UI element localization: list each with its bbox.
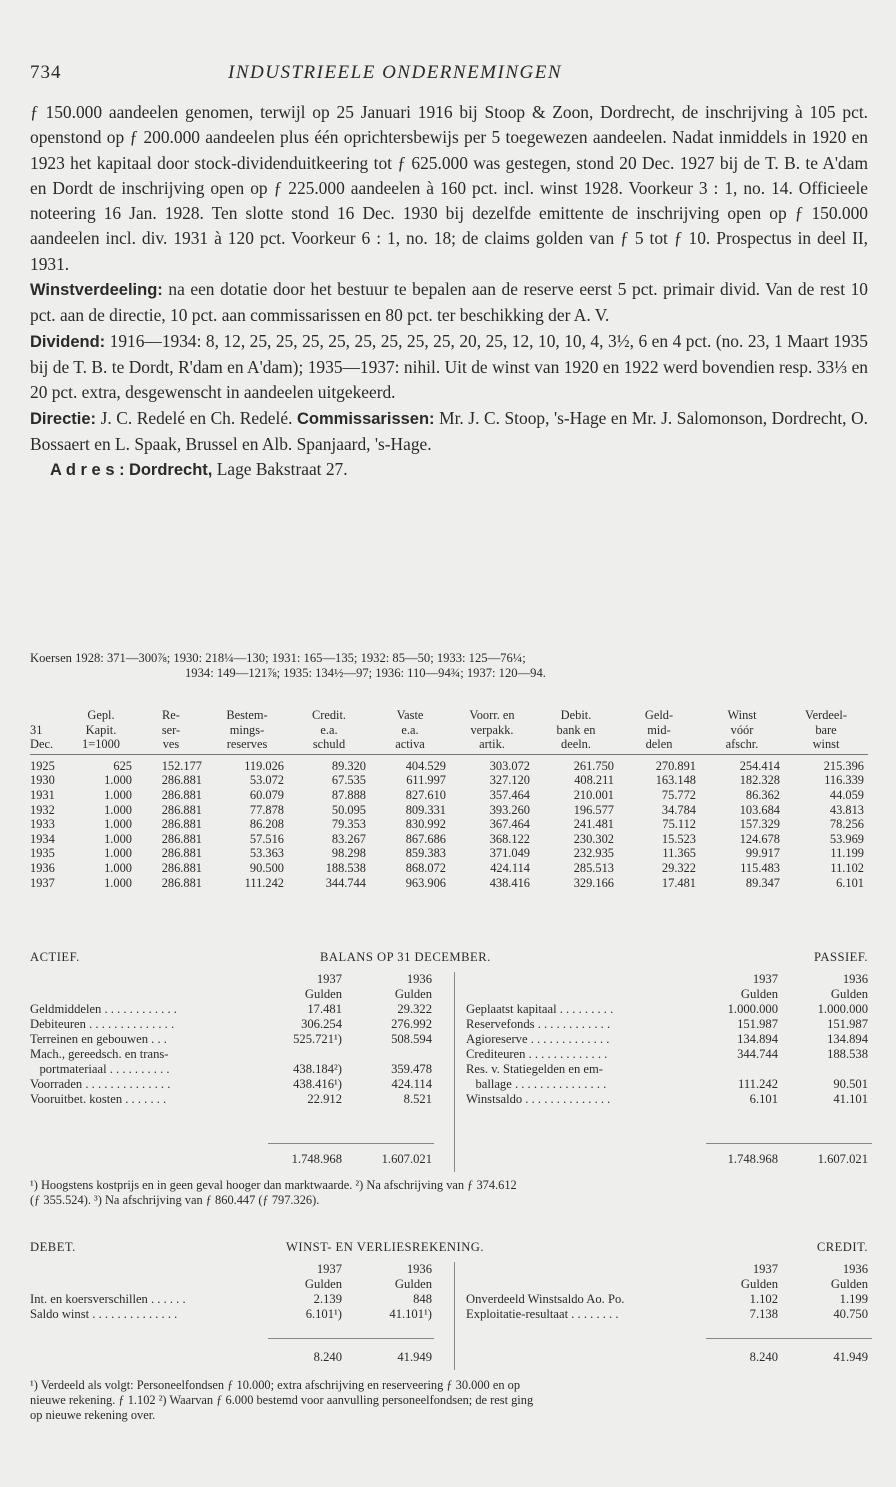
value-cell: 43.813 bbox=[829, 802, 864, 817]
adres-label: A d r e s : bbox=[50, 461, 125, 480]
value-cell: 11.102 bbox=[830, 860, 864, 875]
stats-header-cell: Gepl. bbox=[87, 708, 115, 722]
winst-rule-left bbox=[268, 1338, 434, 1339]
table-row bbox=[30, 788, 868, 803]
winst-title: WINST- EN VERLIESREKENING. bbox=[286, 1240, 485, 1254]
koersen-line-2: 1934: 149—121⅞; 1935: 134½—97; 1936: 110—94¾; 1937: 120—94. bbox=[185, 666, 546, 680]
value-cell: 270.891 bbox=[655, 758, 696, 773]
value-cell: 286.881 bbox=[161, 875, 202, 890]
value-cell: 261.750 bbox=[573, 758, 614, 773]
stats-header-cell: vóór bbox=[730, 722, 754, 737]
winst-footnote-3: op nieuwe rekening over. bbox=[30, 1408, 156, 1422]
amount-1936: 90.501 bbox=[833, 1077, 868, 1091]
account-label: Res. v. Statiegelden en em- bbox=[466, 1062, 603, 1076]
actief-title: ACTIEF. bbox=[30, 950, 80, 964]
amount-1937: 111.242 bbox=[738, 1077, 778, 1091]
table-row bbox=[30, 817, 868, 832]
value-cell: 29.322 bbox=[661, 860, 696, 875]
amount-1936: 424.114 bbox=[391, 1077, 432, 1091]
value-cell: 286.881 bbox=[161, 860, 202, 875]
winstverdeeling-paragraph: Winstverdeeling: na een dotatie door het bestuur te bepalen aan de reserve eerst 5 pct. primair divid. Van de rest 10 pct. aan de directie, 10 pct. aan commissarissen en 80 pct. ter beschikking der A. V. bbox=[30, 279, 868, 326]
amount-1937: 22.912 bbox=[307, 1092, 342, 1106]
account-label: Voorraden . . . . . . . . . . . . . . bbox=[30, 1077, 171, 1091]
stats-header-cell: Re- bbox=[162, 708, 180, 722]
stats-header-cell: delen bbox=[618, 737, 700, 754]
stats-header-cell: Winst bbox=[727, 708, 757, 722]
year-cell: 1930 bbox=[30, 773, 55, 788]
value-cell: 57.516 bbox=[249, 831, 284, 846]
value-cell: 17.481 bbox=[661, 875, 696, 890]
dividend-paragraph: Dividend: 1916—1934: 8, 12, 25, 25, 25, 25, 25, 25, 25, 25, 20, 25, 12, 10, 10, 4, 3½, 6 en 4 pct. (no. 23, 1 Maart 1935 bij de T. B. te Dordt, R'dam en A'dam); 1935—1937: nihil. Uit de winst van 1920 en 1922 werd bovendien resp. 33⅓ en 20 pct. extra, desgewenscht in aandeelen uitgekeerd. bbox=[30, 330, 868, 403]
amount-1937: 6.101 bbox=[749, 1092, 778, 1106]
stats-header-cell: Dec. bbox=[30, 737, 66, 754]
value-cell: 404.529 bbox=[405, 758, 446, 773]
account-label: Mach., gereedsch. en trans- bbox=[30, 1047, 169, 1061]
year-cell: 1934 bbox=[30, 831, 55, 846]
value-cell: 111.242 bbox=[244, 875, 284, 890]
statistics-table bbox=[30, 708, 868, 890]
stats-header-cell: winst bbox=[784, 737, 868, 754]
account-label: Agioreserve . . . . . . . . . . . . . bbox=[466, 1032, 610, 1046]
value-cell: 115.483 bbox=[740, 860, 780, 875]
value-cell: 196.577 bbox=[573, 802, 614, 817]
amount-1936: 848 bbox=[413, 1292, 432, 1306]
value-cell: 827.610 bbox=[405, 787, 446, 802]
amount-1936: 8.521 bbox=[403, 1092, 432, 1106]
stats-header-cell: deeln. bbox=[534, 737, 618, 754]
stats-header-cell: 31 bbox=[30, 722, 43, 737]
amount-1936: 40.750 bbox=[833, 1307, 868, 1321]
winstverdeeling-label: Winstverdeeling: bbox=[30, 281, 163, 300]
value-cell: 611.997 bbox=[406, 773, 446, 788]
passief-title: PASSIEF. bbox=[814, 950, 868, 964]
value-cell: 1.000 bbox=[104, 831, 132, 846]
value-cell: 232.935 bbox=[573, 846, 614, 861]
amount-1936: 508.594 bbox=[391, 1032, 432, 1046]
value-cell: 1.000 bbox=[104, 773, 132, 788]
balans-footnote-1: ¹) Hoogstens kostprijs en in geen geval hooger dan marktwaarde. ²) Na afschrijving van ƒ 374.612 bbox=[30, 1178, 517, 1192]
amount-1937: 1.102 bbox=[749, 1292, 778, 1306]
year-cell: 1933 bbox=[30, 817, 55, 832]
value-cell: 53.072 bbox=[249, 773, 284, 788]
value-cell: 424.114 bbox=[490, 860, 530, 875]
amount-1937: 134.894 bbox=[737, 1032, 778, 1046]
value-cell: 163.148 bbox=[655, 773, 696, 788]
amount-1936: 134.894 bbox=[827, 1032, 868, 1046]
stats-header-cell: e.a. bbox=[401, 722, 419, 737]
stats-header-cell: Verdeel- bbox=[805, 708, 847, 722]
value-cell: 1.000 bbox=[104, 802, 132, 817]
amount-1936: 41.101¹) bbox=[389, 1307, 432, 1321]
value-cell: 152.177 bbox=[161, 758, 202, 773]
stats-header-cell: reserves bbox=[206, 737, 288, 754]
stats-header-cell: 1=1000 bbox=[66, 737, 136, 754]
value-cell: 367.464 bbox=[489, 817, 530, 832]
year-cell: 1935 bbox=[30, 846, 55, 861]
value-cell: 60.079 bbox=[249, 787, 284, 802]
stats-header-cell: Voorr. en bbox=[469, 708, 515, 722]
table-row bbox=[30, 754, 868, 773]
balans-rule-left bbox=[268, 1143, 434, 1144]
amount-1937: 525.721¹) bbox=[293, 1032, 342, 1046]
value-cell: 286.881 bbox=[161, 831, 202, 846]
value-cell: 75.772 bbox=[661, 787, 696, 802]
account-label: Int. en koersverschillen . . . . . . bbox=[30, 1292, 186, 1306]
account-label: Reservefonds . . . . . . . . . . . . bbox=[466, 1017, 611, 1031]
account-label: Winstsaldo . . . . . . . . . . . . . . bbox=[466, 1092, 611, 1106]
stats-header-cell: verpakk. bbox=[470, 722, 514, 737]
table-row bbox=[30, 803, 868, 818]
year-cell: 1925 bbox=[30, 758, 55, 773]
value-cell: 286.881 bbox=[161, 787, 202, 802]
amount-1937: 438.416¹) bbox=[293, 1077, 342, 1091]
value-cell: 303.072 bbox=[489, 758, 530, 773]
value-cell: 215.396 bbox=[823, 758, 864, 773]
value-cell: 1.000 bbox=[104, 860, 132, 875]
page-number: 734 bbox=[30, 62, 62, 83]
value-cell: 78.256 bbox=[829, 817, 864, 832]
dividend-label: Dividend: bbox=[30, 332, 106, 351]
stats-header-cell: Kapit. bbox=[85, 722, 117, 737]
table-row bbox=[30, 846, 868, 861]
stats-header-cell: schuld bbox=[288, 737, 370, 754]
value-cell: 241.481 bbox=[573, 817, 614, 832]
stats-header-cell: Bestem- bbox=[226, 708, 268, 722]
value-cell: 89.320 bbox=[331, 758, 366, 773]
value-cell: 859.383 bbox=[405, 846, 446, 861]
value-cell: 1.000 bbox=[104, 846, 132, 861]
amount-1936: 41.101 bbox=[833, 1092, 868, 1106]
page-header bbox=[30, 62, 868, 86]
value-cell: 188.538 bbox=[325, 860, 366, 875]
balans-section: ACTIEF. BALANS OP 31 DECEMBER. PASSIEF. 1937 1936 Gulden Gulden Geldmiddelen . . . . . . . . . . . . 17.481 29.322 Debiteuren . . . . . . . . . . . . . . 306.254 276.992 Terreinen en gebouwen . . . 525.721¹) 508.594 Mach., gereedsch. en trans- portmateriaal . . . . . . . . . . 438.184²) 359.478 Voorraden . . . . . . . . . . . . . . 438.416¹) 424.114 Vooruitbet. kosten . . . . . . . 22.912 8.521 1937 1936 Gulden Gulden Geplaatst kapitaal . . . . . . . . . 1.000.000 1.000.000 Reservefonds . . . . . . . . . . . . 151.987 151.987 Agioreserve . . . . . . . . . . . . . 134.894 134.894 Crediteuren . . . . . . . . . . . . . 344.744 188.538 Res. v. Statiegelden en em- ballage . . . . . . . . . . . . . . . 111.242 90.501 Winstsaldo . . . . . . . . . . . . . . 6.101 41.101 1.748.968 1.607.021 1.748.968 1.607.021 ¹) Hoogstens kostprijs en in geen geval hooger dan marktwaarde. ²) Na afschrijving van ƒ 374.612 (ƒ 355.524). ³) Na afschrijving van ƒ 860.447 (ƒ 797.326). bbox=[30, 950, 868, 968]
value-cell: 393.260 bbox=[489, 802, 530, 817]
table-row bbox=[30, 832, 868, 847]
amount-1936: 276.992 bbox=[391, 1017, 432, 1031]
value-cell: 77.878 bbox=[249, 802, 284, 817]
winst-footnote-2: nieuwe rekening. ƒ 1.102 ²) Waarvan ƒ 6.000 bestemd voor aanvulling personeelfondsen; de rest ging bbox=[30, 1393, 534, 1407]
year-cell: 1936 bbox=[30, 860, 55, 875]
stats-header-cell: Debit. bbox=[560, 708, 592, 722]
stats-header-cell: e.a. bbox=[320, 722, 338, 737]
value-cell: 11.199 bbox=[830, 846, 864, 861]
table-row bbox=[30, 861, 868, 876]
value-cell: 344.744 bbox=[325, 875, 366, 890]
value-cell: 75.112 bbox=[662, 817, 696, 832]
value-cell: 867.686 bbox=[405, 831, 446, 846]
directie-paragraph: Directie: J. C. Redelé en Ch. Redelé. Commissarissen: Mr. J. C. Stoop, 's-Hage en Mr. J. Salomonson, Dordrecht, O. Bossaert en L. Spaak, Brussel en Alb. Spanjaard, 's-Hage. bbox=[30, 407, 868, 454]
amount-1936: 151.987 bbox=[827, 1017, 868, 1031]
table-row bbox=[30, 773, 868, 788]
account-label: Onverdeeld Winstsaldo Ao. Po. bbox=[466, 1292, 625, 1306]
amount-1937: 438.184²) bbox=[293, 1062, 342, 1076]
account-label: Exploitatie-resultaat . . . . . . . . bbox=[466, 1307, 619, 1321]
balans-divider bbox=[454, 972, 455, 1172]
stats-header-cell: Vaste bbox=[396, 708, 424, 722]
stats-header-cell: bare bbox=[815, 722, 837, 737]
directie-label: Directie: bbox=[30, 409, 97, 428]
account-label: portmateriaal . . . . . . . . . . bbox=[30, 1062, 170, 1076]
stats-header-cell: ves bbox=[136, 737, 206, 754]
company-description bbox=[30, 100, 868, 483]
winst-heading bbox=[30, 1240, 868, 1258]
value-cell: 83.267 bbox=[331, 831, 366, 846]
value-cell: 371.049 bbox=[489, 846, 530, 861]
value-cell: 1.000 bbox=[104, 817, 132, 832]
value-cell: 963.906 bbox=[405, 875, 446, 890]
winst-rule-right bbox=[706, 1338, 872, 1339]
running-title: INDUSTRIEELE ONDERNEMINGEN bbox=[228, 62, 563, 83]
value-cell: 809.331 bbox=[405, 802, 446, 817]
amount-1937: 344.744 bbox=[737, 1047, 778, 1061]
stats-header-cell: bank en bbox=[556, 722, 596, 737]
amount-1937: 2.139 bbox=[313, 1292, 342, 1306]
year-cell: 1931 bbox=[30, 787, 55, 802]
account-label: Vooruitbet. kosten . . . . . . . bbox=[30, 1092, 167, 1106]
account-label: Geldmiddelen . . . . . . . . . . . . bbox=[30, 1002, 177, 1016]
value-cell: 86.208 bbox=[249, 817, 284, 832]
value-cell: 368.122 bbox=[489, 831, 530, 846]
amount-1937: 6.101¹) bbox=[305, 1307, 342, 1321]
value-cell: 90.500 bbox=[249, 860, 284, 875]
stats-header-cell bbox=[30, 708, 66, 723]
account-label: Saldo winst . . . . . . . . . . . . . . bbox=[30, 1307, 178, 1321]
year-cell: 1937 bbox=[30, 875, 55, 890]
balans-heading bbox=[30, 950, 868, 968]
value-cell: 286.881 bbox=[161, 773, 202, 788]
stats-header-cell: Geld- bbox=[644, 708, 674, 722]
value-cell: 830.992 bbox=[405, 817, 446, 832]
value-cell: 116.339 bbox=[824, 773, 864, 788]
value-cell: 438.416 bbox=[489, 875, 530, 890]
value-cell: 67.535 bbox=[331, 773, 366, 788]
value-cell: 210.001 bbox=[573, 787, 614, 802]
amount-1936: 188.538 bbox=[827, 1047, 868, 1061]
account-label: Geplaatst kapitaal . . . . . . . . . bbox=[466, 1002, 614, 1016]
amount-1937: 1.000.000 bbox=[727, 1002, 778, 1016]
value-cell: 119.026 bbox=[244, 758, 284, 773]
value-cell: 182.328 bbox=[739, 773, 780, 788]
value-cell: 11.365 bbox=[662, 846, 696, 861]
stats-header-cell: artik. bbox=[450, 737, 534, 754]
koersen-line-1: Koersen 1928: 371—300⅞; 1930: 218¼—130; 1931: 165—135; 1932: 85—50; 1933: 125—76¼; bbox=[30, 651, 526, 665]
stats-header-cell: Credit. bbox=[311, 708, 347, 722]
amount-1937: 151.987 bbox=[737, 1017, 778, 1031]
value-cell: 408.211 bbox=[574, 773, 614, 788]
amount-1936: 1.000.000 bbox=[817, 1002, 868, 1016]
value-cell: 6.101 bbox=[836, 875, 864, 890]
amount-1936: 1.199 bbox=[839, 1292, 868, 1306]
debet-title: DEBET. bbox=[30, 1240, 76, 1254]
value-cell: 99.917 bbox=[745, 846, 780, 861]
value-cell: 98.298 bbox=[331, 846, 366, 861]
stats-header-cell: mings- bbox=[229, 722, 265, 737]
value-cell: 868.072 bbox=[405, 860, 446, 875]
value-cell: 1.000 bbox=[104, 787, 132, 802]
history-paragraph: ƒ 150.000 aandeelen genomen, terwijl op 25 Januari 1916 bij Stoop & Zoon, Dordrecht, de inschrijving à 105 pct. openstond op ƒ 200.000 aandeelen plus één oprichtersbewijs per 5 toegewezen aandeelen. Nadat inmiddels in 1920 en 1923 het kapitaal door stock-dividenduitkeering tot ƒ 625.000 was gestegen, stond 20 Dec. 1927 bij de T. B. te A'dam en Dordt de inschrijving open op ƒ 225.000 aandeelen à 160 pct. incl. winst 1928. Voorkeur 3 : 1, no. 14. Officieele noteering 16 Jan. 1928. Ten slotte stond 16 Dec. 1930 bij dezelfde emittente de inschrijving open op ƒ 150.000 aandeelen incl. div. 1931 à 120 pct. Voorkeur 6 : 1, no. 18; de claims golden van ƒ 5 tot ƒ 10. Prospectus in deel II, 1931. bbox=[30, 102, 868, 274]
value-cell: 44.059 bbox=[829, 787, 864, 802]
value-cell: 87.888 bbox=[331, 787, 366, 802]
account-label: Crediteuren . . . . . . . . . . . . . bbox=[466, 1047, 608, 1061]
value-cell: 124.678 bbox=[739, 831, 780, 846]
value-cell: 103.684 bbox=[739, 802, 780, 817]
stats-header-cell: ser- bbox=[161, 722, 181, 737]
value-cell: 86.362 bbox=[745, 787, 780, 802]
value-cell: 286.881 bbox=[161, 846, 202, 861]
value-cell: 15.523 bbox=[661, 831, 696, 846]
balans-rule-right bbox=[706, 1143, 872, 1144]
balans-title: BALANS OP 31 DECEMBER. bbox=[320, 950, 491, 964]
value-cell: 53.363 bbox=[249, 846, 284, 861]
value-cell: 53.969 bbox=[829, 831, 864, 846]
commissarissen-label: Commissarissen: bbox=[296, 409, 435, 428]
year-cell: 1932 bbox=[30, 802, 55, 817]
credit-title: CREDIT. bbox=[816, 1240, 868, 1254]
value-cell: 329.166 bbox=[573, 875, 614, 890]
value-cell: 285.513 bbox=[573, 860, 614, 875]
adres-street: Lage Bakstraat 27. bbox=[212, 459, 348, 480]
amount-1937: 17.481 bbox=[307, 1002, 342, 1016]
value-cell: 254.414 bbox=[739, 758, 780, 773]
value-cell: 79.353 bbox=[331, 817, 366, 832]
value-cell: 50.095 bbox=[331, 802, 366, 817]
adres-paragraph bbox=[50, 457, 868, 483]
value-cell: 1.000 bbox=[104, 875, 132, 890]
account-label: Debiteuren . . . . . . . . . . . . . . bbox=[30, 1017, 175, 1031]
value-cell: 286.881 bbox=[161, 817, 202, 832]
adres-city: Dordrecht, bbox=[128, 461, 213, 480]
value-cell: 327.120 bbox=[489, 773, 530, 788]
stats-header-cell: activa bbox=[370, 737, 450, 754]
amount-1936: 29.322 bbox=[397, 1002, 432, 1016]
balans-footnote-2: (ƒ 355.524). ³) Na afschrijving van ƒ 860.447 (ƒ 797.326). bbox=[30, 1193, 320, 1207]
account-label: ballage . . . . . . . . . . . . . . . bbox=[466, 1077, 607, 1091]
amount-1936: 359.478 bbox=[391, 1062, 432, 1076]
value-cell: 286.881 bbox=[161, 802, 202, 817]
winst-section: DEBET. WINST- EN VERLIESREKENING. CREDIT. 1937 1936 Gulden Gulden Int. en koersverschillen . . . . . . 2.139 848 Saldo winst . . . . . . . . . . . . . . 6.101¹) 41.101¹) 1937 1936 Gulden Gulden Onverdeeld Winstsaldo Ao. Po. 1.102 1.199 Exploitatie-resultaat . . . . . . . . 7.138 40.750 8.240 41.949 8.240 41.949 ¹) Verdeeld als volgt: Personeelfondsen ƒ 10.000; extra afschrijving en reserveering ƒ 30.000 en op nieuwe rekening. ƒ 1.102 ²) Waarvan ƒ 6.000 bestemd voor aanvulling personeelfondsen; de rest ging op nieuwe rekening over. bbox=[30, 1240, 868, 1258]
table-row bbox=[30, 876, 868, 891]
amount-1937: 306.254 bbox=[301, 1017, 342, 1031]
value-cell: 34.784 bbox=[661, 802, 696, 817]
value-cell: 230.302 bbox=[573, 831, 614, 846]
value-cell: 89.347 bbox=[745, 875, 780, 890]
value-cell: 357.464 bbox=[489, 787, 530, 802]
account-label: Terreinen en gebouwen . . . bbox=[30, 1032, 167, 1046]
value-cell: 157.329 bbox=[739, 817, 780, 832]
winst-divider bbox=[454, 1262, 455, 1370]
value-cell: 625 bbox=[113, 758, 132, 773]
stats-header-cell: afschr. bbox=[700, 737, 784, 754]
amount-1937: 7.138 bbox=[749, 1307, 778, 1321]
winst-footnote-1: ¹) Verdeeld als volgt: Personeelfondsen ƒ 10.000; extra afschrijving en reserveering ƒ 30.000 en op bbox=[30, 1378, 521, 1392]
stats-header-cell: mid- bbox=[647, 722, 671, 737]
